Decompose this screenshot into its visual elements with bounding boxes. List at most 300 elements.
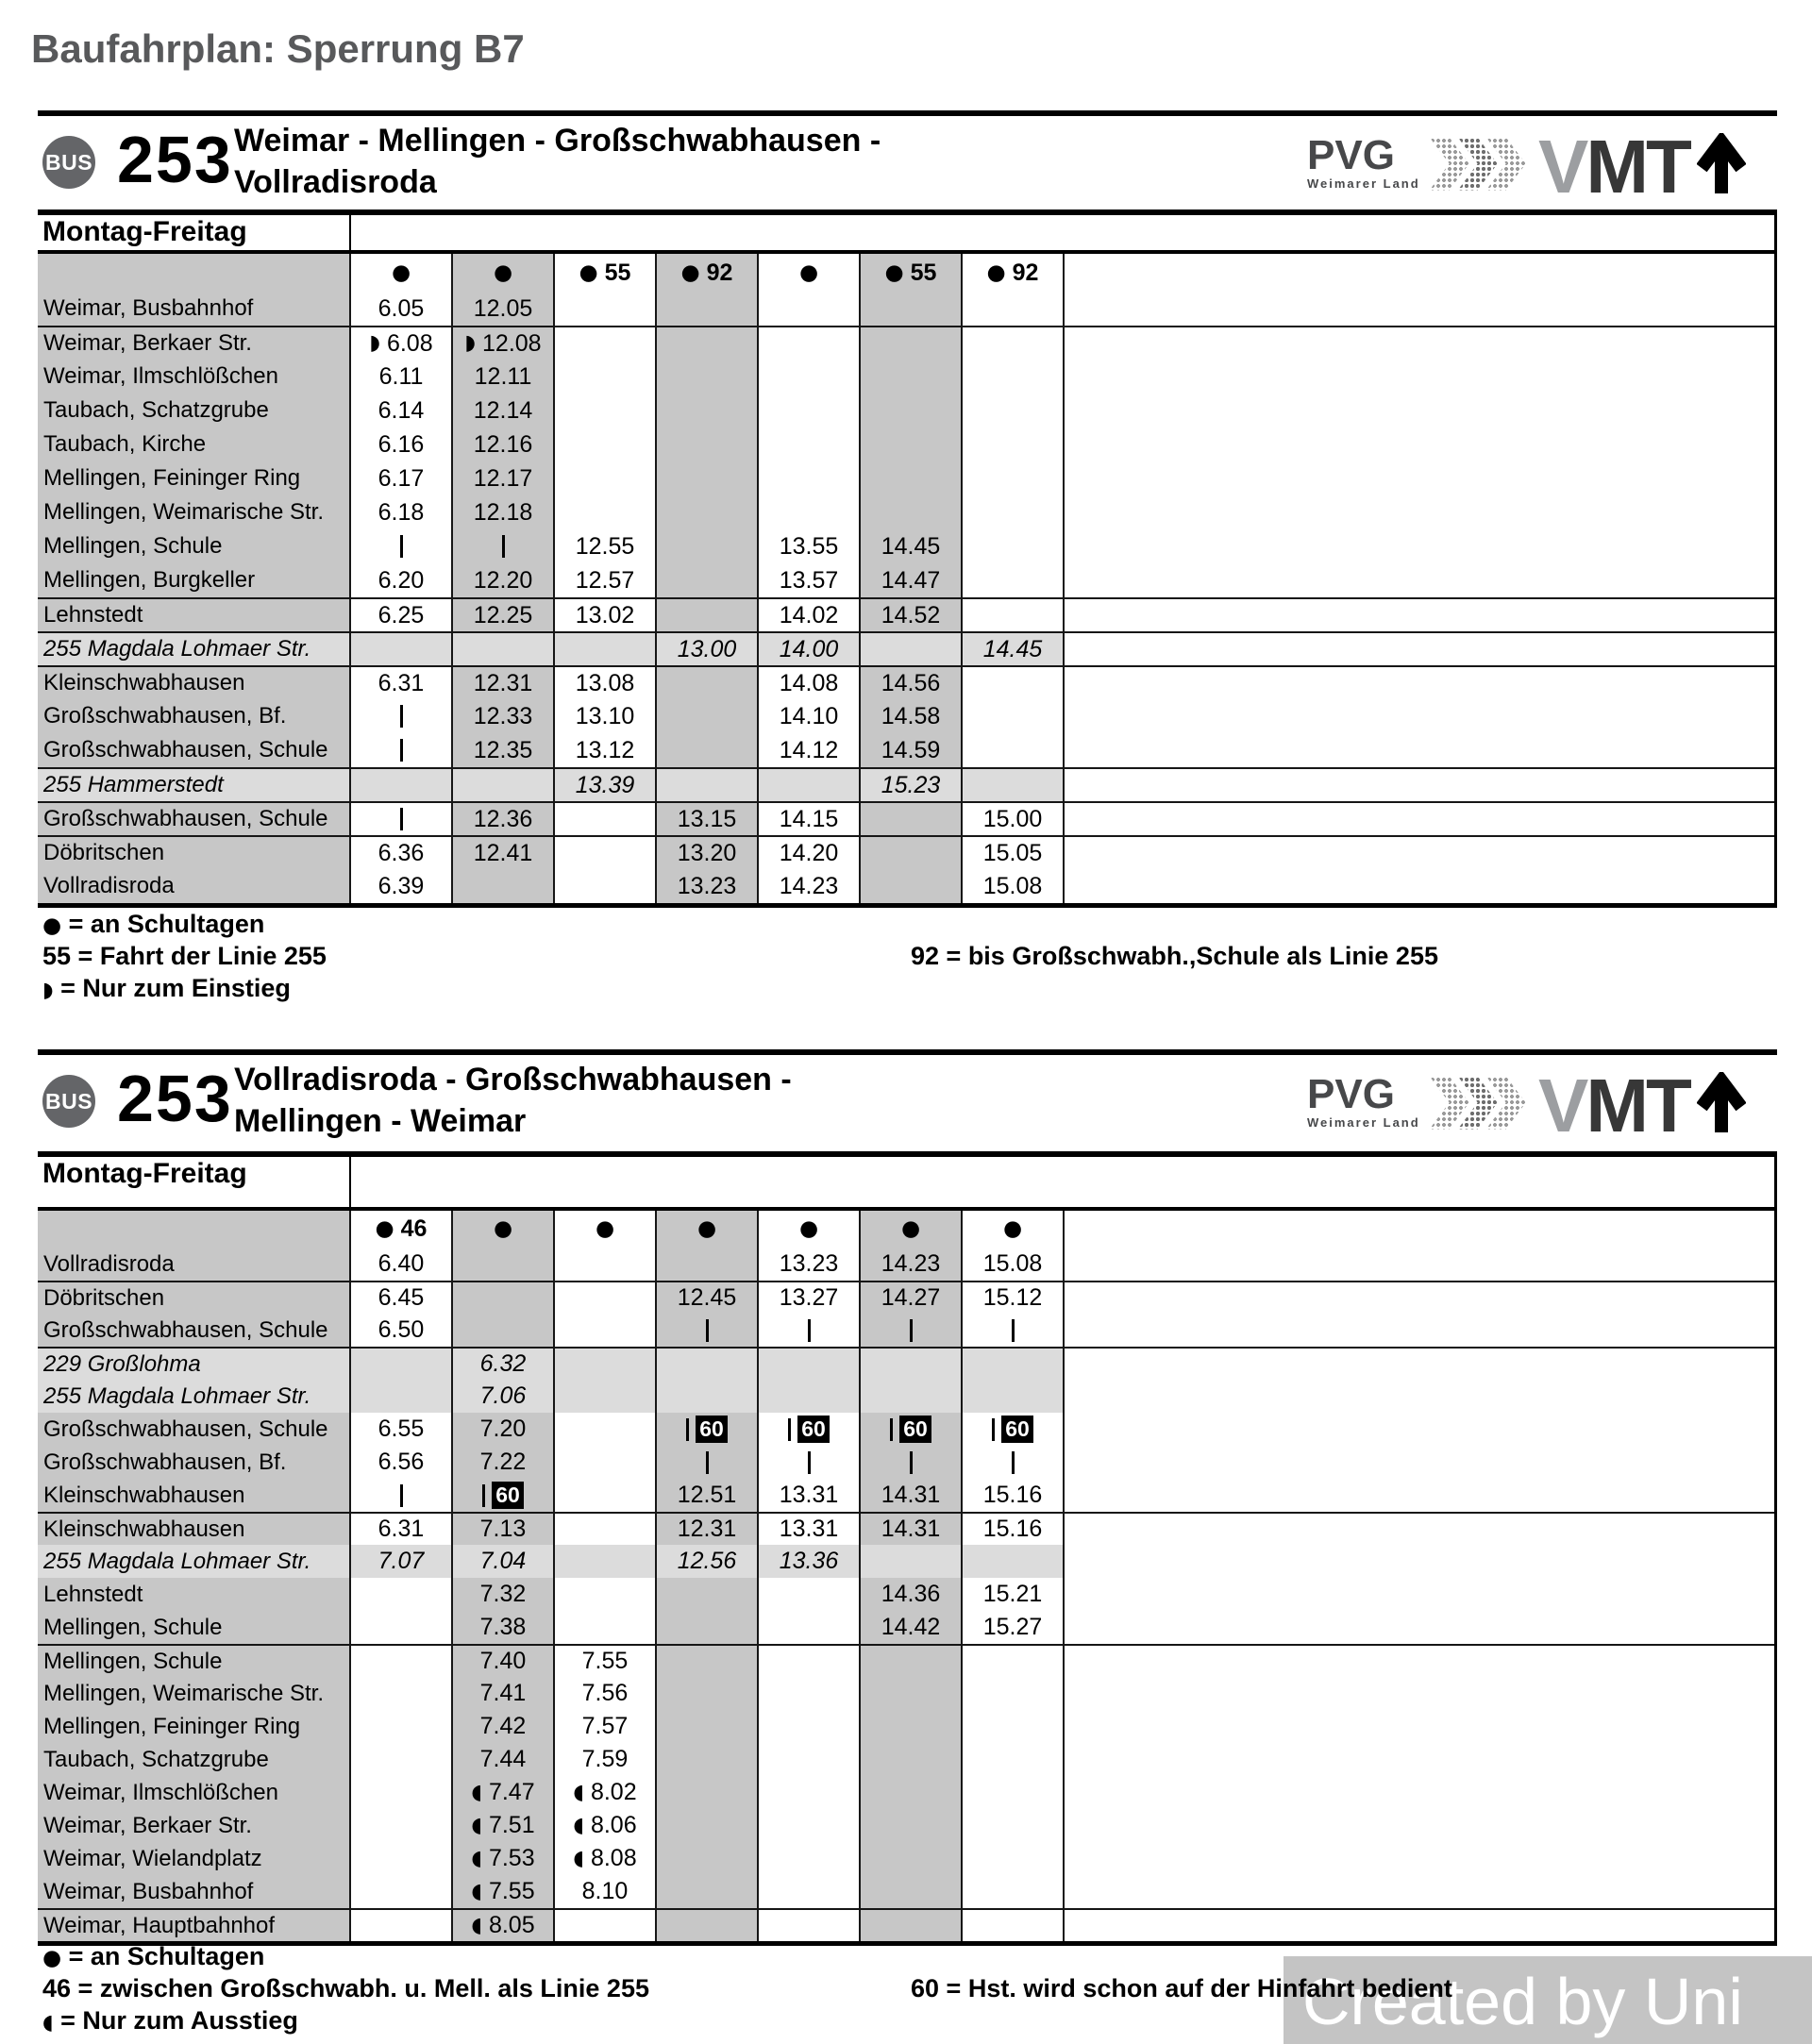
time-cell	[655, 1710, 757, 1743]
bus-logo: BUS	[42, 1075, 95, 1128]
time-value: 15.00	[982, 805, 1043, 832]
time-value: 12.41	[473, 839, 533, 866]
table-filler	[1063, 1211, 1774, 1248]
time-cell	[859, 1349, 961, 1380]
time-cell	[655, 1413, 757, 1446]
time-value: 7.53	[488, 1845, 535, 1871]
time-cell	[349, 733, 451, 767]
time-cell	[553, 1809, 655, 1842]
table-filler	[1063, 869, 1774, 903]
table-row	[38, 1776, 1774, 1809]
column-symbol	[655, 254, 757, 292]
column-symbol	[349, 254, 451, 292]
skip-bar	[686, 1418, 689, 1441]
column-symbol	[757, 254, 859, 292]
time-value: 6.11	[378, 362, 424, 390]
time-value: 12.57	[575, 566, 635, 594]
time-cell	[961, 803, 1063, 835]
table-row	[38, 1413, 1774, 1446]
stop-name: Mellingen, Weimarische Str.	[38, 495, 349, 529]
time-cell	[553, 292, 655, 326]
time-cell	[349, 1514, 451, 1545]
legend-item: ◗ = Nur zum Einstieg	[42, 974, 291, 1002]
note-60-badge: 60	[797, 1416, 830, 1443]
time-cell	[349, 1282, 451, 1314]
stop-name: Weimar, Hauptbahnhof	[38, 1910, 349, 1941]
table-filler	[1063, 1875, 1774, 1908]
time-cell	[757, 667, 859, 699]
time-cell	[655, 360, 757, 394]
table-filler	[1063, 1314, 1774, 1347]
time-cell	[859, 1809, 961, 1842]
school-days-icon: ●	[493, 260, 513, 285]
stop-name: Weimar, Ilmschlößchen	[38, 360, 349, 394]
skip-bar	[400, 535, 403, 558]
time-cell	[349, 1413, 451, 1446]
table-filler	[1063, 667, 1774, 699]
time-cell	[553, 1545, 655, 1578]
time-value: 14.23	[881, 1250, 941, 1277]
table-filler	[1063, 769, 1774, 801]
exit-only-icon: ◖	[471, 1879, 482, 1903]
time-cell	[859, 1611, 961, 1644]
vmt-mt: MT	[1586, 125, 1689, 209]
time-value: 7.55	[581, 1648, 629, 1674]
time-cell	[553, 1349, 655, 1380]
column-symbol	[757, 1211, 859, 1248]
time-cell	[655, 769, 757, 801]
time-value: 13.27	[779, 1284, 839, 1311]
time-cell	[757, 360, 859, 394]
table-row	[38, 597, 1774, 631]
table-row	[38, 326, 1774, 360]
note-number: 60	[911, 1974, 940, 2002]
time-cell	[553, 1842, 655, 1875]
table-filler	[1063, 495, 1774, 529]
stop-name: Döbritschen	[38, 1282, 349, 1314]
time-cell	[553, 1514, 655, 1545]
time-value: 7.20	[479, 1416, 527, 1442]
table-filler	[1063, 1646, 1774, 1677]
table-row	[38, 1809, 1774, 1842]
trip-note-number: 92	[1012, 259, 1039, 286]
time-cell	[757, 1479, 859, 1512]
stop-name: Großschwabhausen, Bf.	[38, 1446, 349, 1479]
time-value: 6.56	[378, 1449, 425, 1475]
column-symbol	[859, 1211, 961, 1248]
time-cell	[655, 394, 757, 427]
time-value: 15.08	[982, 1250, 1043, 1277]
time-cell	[757, 1349, 859, 1380]
table-filler	[1063, 461, 1774, 495]
vmt-v: V	[1538, 1064, 1586, 1148]
time-cell	[757, 1875, 859, 1908]
note-60-badge: 60	[1001, 1416, 1033, 1443]
time-cell	[757, 563, 859, 597]
skip-bar	[400, 705, 403, 728]
time-cell	[961, 360, 1063, 394]
table-filler	[1063, 1677, 1774, 1710]
time-value: 14.15	[779, 805, 839, 832]
table-filler	[1063, 1809, 1774, 1842]
time-cell	[859, 1314, 961, 1347]
time-value: 14.31	[881, 1516, 941, 1542]
time-value: 14.23	[779, 872, 839, 899]
time-cell	[451, 837, 553, 869]
time-value: 13.23	[677, 872, 737, 899]
table-filler	[1063, 529, 1774, 563]
legend-item: ◖ = Nur zum Ausstieg	[42, 2006, 298, 2035]
time-cell	[655, 1314, 757, 1347]
pvg-wordmark: PVG	[1307, 1071, 1395, 1117]
stop-name: Kleinschwabhausen	[38, 1514, 349, 1545]
time-cell	[553, 1479, 655, 1512]
time-cell	[451, 461, 553, 495]
stop-name: Mellingen, Schule	[38, 1646, 349, 1677]
time-cell	[961, 1910, 1063, 1941]
exit-only-icon: ◖	[471, 1813, 482, 1837]
table-row	[38, 1281, 1774, 1314]
time-cell	[451, 869, 553, 903]
vmt-logo	[1538, 124, 1746, 210]
line-number: 253	[117, 123, 233, 196]
time-cell	[655, 292, 757, 326]
stop-name: 255 Magdala Lohmaer Str.	[38, 633, 349, 665]
route-line2: Mellingen - Weimar	[234, 1103, 527, 1139]
table-row	[38, 1710, 1774, 1743]
time-cell	[961, 529, 1063, 563]
time-cell	[757, 1578, 859, 1611]
table-filler	[1063, 599, 1774, 631]
time-cell	[553, 1248, 655, 1281]
time-value: 7.22	[479, 1449, 527, 1475]
time-cell	[961, 699, 1063, 733]
exit-only-icon: ◖	[471, 1846, 482, 1870]
time-cell	[961, 1611, 1063, 1644]
time-cell	[451, 529, 553, 563]
table-filler	[1063, 1380, 1774, 1413]
time-cell	[553, 360, 655, 394]
time-value: 14.56	[881, 669, 941, 696]
table-row	[38, 1743, 1774, 1776]
time-cell	[757, 769, 859, 801]
table-row	[38, 1380, 1774, 1413]
route-title	[234, 1059, 792, 1142]
time-cell	[349, 667, 451, 699]
time-value: 7.47	[488, 1779, 535, 1805]
time-cell	[655, 1349, 757, 1380]
exit-only-icon: ◖	[573, 1780, 584, 1804]
line-number: 253	[117, 1062, 233, 1135]
time-value: 13.10	[575, 702, 635, 729]
time-cell	[961, 1349, 1063, 1380]
column-divider	[349, 1157, 351, 1207]
time-cell	[961, 1248, 1063, 1281]
table-row	[38, 699, 1774, 733]
table-row	[38, 292, 1774, 326]
time-cell	[961, 1380, 1063, 1413]
time-cell	[961, 1809, 1063, 1842]
pvg-wordmark: PVG	[1307, 132, 1395, 178]
stop-name: Mellingen, Weimarische Str.	[38, 1677, 349, 1710]
time-value: 12.05	[473, 294, 533, 322]
time-value: 7.41	[479, 1680, 527, 1706]
trip-note-number: 92	[706, 259, 733, 286]
time-cell	[859, 1646, 961, 1677]
time-cell	[553, 599, 655, 631]
time-cell	[553, 529, 655, 563]
table-filler	[1063, 699, 1774, 733]
day-label: Montag-Freitag	[42, 1158, 247, 1189]
note-60-badge: 60	[899, 1416, 931, 1443]
column-symbol	[961, 1211, 1063, 1248]
time-cell	[757, 1646, 859, 1677]
time-cell	[961, 733, 1063, 767]
time-value: 12.11	[474, 362, 532, 390]
time-cell	[451, 1248, 553, 1281]
time-cell	[859, 461, 961, 495]
time-cell	[961, 427, 1063, 461]
time-value: 6.55	[378, 1416, 425, 1442]
time-cell	[451, 1514, 553, 1545]
stop-name: Mellingen, Burgkeller	[38, 563, 349, 597]
column-symbol	[349, 1211, 451, 1248]
time-value: 13.36	[779, 1548, 839, 1574]
time-cell	[553, 1710, 655, 1743]
time-cell	[553, 1910, 655, 1941]
time-value: 12.33	[473, 702, 533, 729]
time-cell	[757, 1677, 859, 1710]
time-cell	[451, 1380, 553, 1413]
time-cell	[655, 1875, 757, 1908]
time-value: 12.16	[473, 430, 533, 458]
time-value: 14.36	[881, 1581, 941, 1607]
table-row	[38, 1644, 1774, 1677]
bus-logo: BUS	[42, 136, 95, 189]
time-value: 12.17	[473, 464, 533, 492]
table-row	[38, 1446, 1774, 1479]
time-value: 12.51	[677, 1482, 737, 1508]
time-cell	[655, 1248, 757, 1281]
time-cell	[859, 1677, 961, 1710]
legend-item: 92 = bis Großschwabh.,Schule als Linie 255	[911, 942, 1438, 970]
time-value: 13.12	[575, 736, 635, 763]
table-filler	[1063, 1514, 1774, 1545]
time-cell	[349, 1349, 451, 1380]
legend-outbound	[42, 910, 1770, 1006]
time-cell	[349, 563, 451, 597]
time-cell	[553, 461, 655, 495]
skip-bar	[890, 1418, 893, 1441]
time-cell	[757, 733, 859, 767]
day-label: Montag-Freitag	[42, 216, 247, 247]
stop-name: Großschwabhausen, Schule	[38, 1413, 349, 1446]
time-cell	[859, 327, 961, 360]
time-value: 7.32	[479, 1581, 527, 1607]
school-days-icon: ●	[798, 1216, 819, 1241]
table-row	[38, 1347, 1774, 1380]
time-value: 14.02	[779, 601, 839, 628]
table-filler	[1063, 1710, 1774, 1743]
time-cell	[451, 1910, 553, 1941]
time-cell	[655, 495, 757, 529]
time-value: 12.25	[473, 601, 533, 628]
time-cell	[655, 1646, 757, 1677]
skip-bar	[910, 1319, 913, 1342]
route-line2: Vollradisroda	[234, 164, 437, 200]
time-cell	[859, 360, 961, 394]
school-days-icon: ●	[1002, 1216, 1023, 1241]
time-cell	[859, 1479, 961, 1512]
time-cell	[451, 1677, 553, 1710]
day-band	[38, 1157, 1777, 1211]
time-cell	[961, 1743, 1063, 1776]
stop-name: Vollradisroda	[38, 869, 349, 903]
time-cell	[757, 1545, 859, 1578]
time-cell	[757, 1446, 859, 1479]
time-cell	[859, 837, 961, 869]
time-cell	[757, 1611, 859, 1644]
time-cell	[757, 1842, 859, 1875]
time-value: 14.45	[982, 635, 1043, 662]
skip-bar	[1012, 1451, 1015, 1474]
time-cell	[757, 394, 859, 427]
time-cell	[961, 1413, 1063, 1446]
time-cell	[451, 1710, 553, 1743]
time-cell	[757, 495, 859, 529]
table-filler	[1063, 803, 1774, 835]
time-cell	[553, 1578, 655, 1611]
time-cell	[859, 1875, 961, 1908]
table-row	[38, 360, 1774, 394]
time-cell	[655, 1842, 757, 1875]
time-cell	[349, 769, 451, 801]
time-cell	[655, 733, 757, 767]
time-value: 7.04	[479, 1548, 527, 1574]
time-value: 7.51	[488, 1812, 535, 1838]
time-value: 6.20	[378, 566, 425, 594]
table-filler	[1063, 1349, 1774, 1380]
time-cell	[451, 1479, 553, 1512]
up-arrow-icon	[1697, 133, 1746, 193]
school-days-icon: ●	[696, 1216, 717, 1241]
table-filler	[1063, 1248, 1774, 1281]
time-cell	[757, 529, 859, 563]
time-cell	[349, 1875, 451, 1908]
time-cell	[757, 1776, 859, 1809]
time-value: 14.52	[881, 601, 941, 628]
table-row	[38, 631, 1774, 665]
time-cell	[655, 1743, 757, 1776]
time-cell	[961, 837, 1063, 869]
skip-bar	[910, 1451, 913, 1474]
time-cell	[757, 461, 859, 495]
time-value: 12.18	[473, 498, 533, 526]
watermark-text: Created by Uni	[1302, 1965, 1743, 2038]
time-cell	[859, 803, 961, 835]
exit-only-icon: ◖	[471, 1913, 482, 1937]
time-cell	[757, 1514, 859, 1545]
time-cell	[961, 667, 1063, 699]
time-value: 14.58	[881, 702, 941, 729]
time-cell	[451, 1646, 553, 1677]
time-cell	[451, 292, 553, 326]
stop-name: Lehnstedt	[38, 599, 349, 631]
time-cell	[655, 427, 757, 461]
time-value: 8.06	[590, 1812, 637, 1838]
time-value: 7.07	[378, 1548, 425, 1574]
time-value: 14.27	[881, 1284, 941, 1311]
time-cell	[553, 427, 655, 461]
time-cell	[451, 1282, 553, 1314]
table-filler	[1063, 327, 1774, 360]
time-cell	[349, 1380, 451, 1413]
time-cell	[553, 1380, 655, 1413]
time-cell	[451, 1875, 553, 1908]
time-value: 14.31	[881, 1482, 941, 1508]
table-row	[38, 1479, 1774, 1512]
time-cell	[859, 1380, 961, 1413]
time-cell	[757, 633, 859, 665]
time-cell	[655, 1809, 757, 1842]
timetable-grid	[38, 1211, 1777, 1941]
stop-name: Vollradisroda	[38, 1248, 349, 1281]
time-cell	[655, 563, 757, 597]
time-cell	[961, 292, 1063, 326]
time-value: 12.36	[473, 805, 533, 832]
time-value: 7.38	[479, 1614, 527, 1640]
school-days-icon: ●	[884, 260, 904, 285]
time-cell	[349, 869, 451, 903]
time-cell	[349, 1479, 451, 1512]
time-cell	[553, 1646, 655, 1677]
table-row	[38, 1512, 1774, 1545]
time-cell	[655, 1380, 757, 1413]
stop-name: Taubach, Kirche	[38, 427, 349, 461]
time-cell	[655, 1578, 757, 1611]
time-cell	[451, 360, 553, 394]
stop-name: 255 Magdala Lohmaer Str.	[38, 1545, 349, 1578]
time-value: 15.05	[982, 839, 1043, 866]
time-cell	[655, 1446, 757, 1479]
table-filler	[1063, 1743, 1774, 1776]
time-cell	[349, 1743, 451, 1776]
stop-name: Kleinschwabhausen	[38, 667, 349, 699]
time-value: 6.18	[378, 498, 425, 526]
table-row	[38, 1611, 1774, 1644]
school-days-icon: ●	[42, 913, 62, 938]
time-value: 13.02	[575, 601, 635, 628]
time-cell	[757, 1380, 859, 1413]
time-cell	[349, 1611, 451, 1644]
stop-name: Döbritschen	[38, 837, 349, 869]
time-value: 12.56	[677, 1548, 737, 1574]
exit-only-icon: ◖	[42, 2011, 54, 2035]
time-value: 7.42	[479, 1713, 527, 1739]
time-cell	[961, 1710, 1063, 1743]
time-cell	[553, 1314, 655, 1347]
time-value: 15.27	[982, 1614, 1043, 1640]
entry-only-icon: ◗	[464, 331, 477, 355]
time-value: 13.57	[779, 566, 839, 594]
time-value: 12.45	[677, 1284, 737, 1311]
table-row	[38, 767, 1774, 801]
time-value: 13.08	[575, 669, 635, 696]
time-value: 7.57	[581, 1713, 629, 1739]
time-cell	[349, 599, 451, 631]
time-cell	[451, 803, 553, 835]
time-value: 8.05	[488, 1912, 535, 1938]
